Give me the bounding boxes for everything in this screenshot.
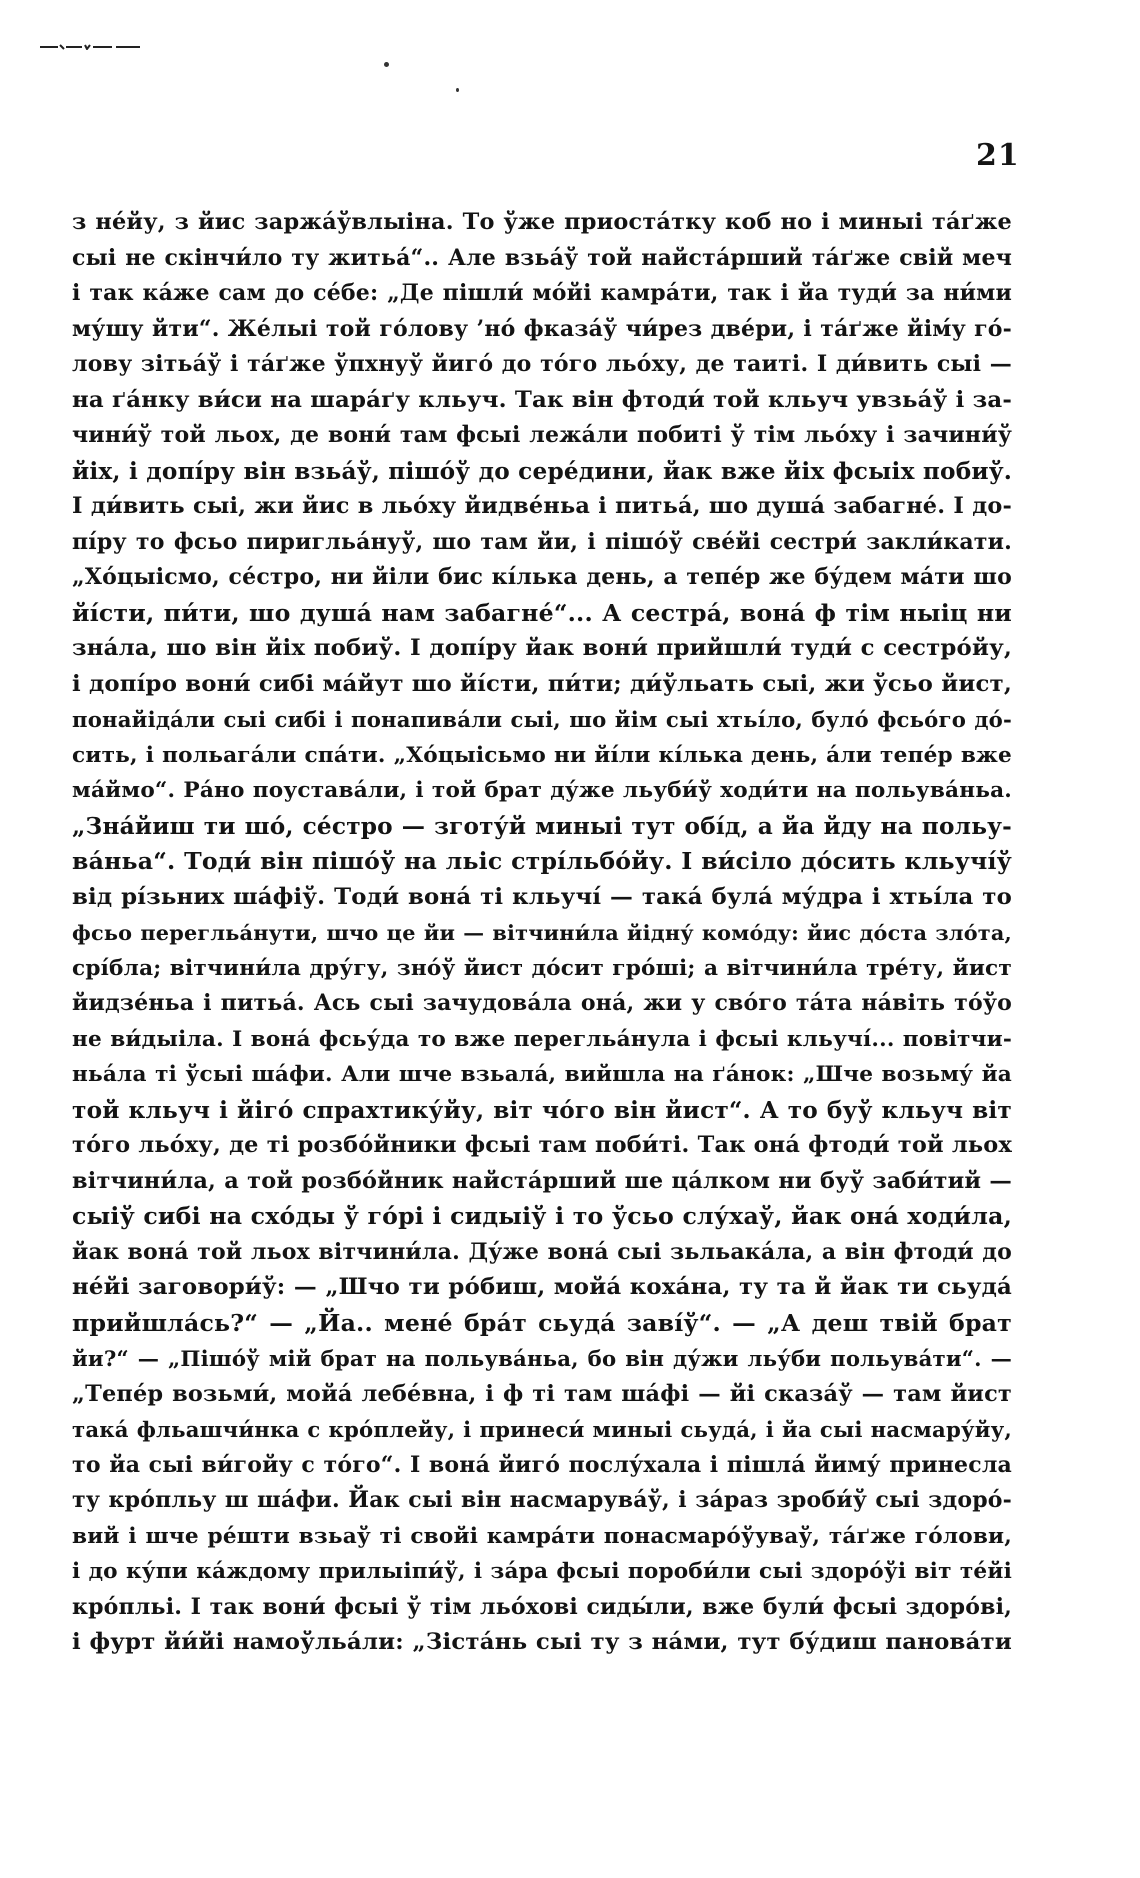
text-line: і так ка́же сам до се́бе: „Де пішли́ мо́йі камра́ти, так і йа туди́ за ни́ми <box>72 280 1012 306</box>
text-line: срі́бла; вітчини́ла дру́гу, зно́ў йист до́сит гро́ші; а вітчини́ла тре́ту, йист <box>72 955 1012 981</box>
text-line: і фурт йи́йі намоўльа́ли: „Зіста́нь сыі ту з на́ми, тут бу́диш панова́ти <box>72 1629 1012 1655</box>
body-text <box>72 205 1012 1661</box>
text-line: сыіў сибі на схо́ды ў го́рі і сидыіў і то ўсьо слу́хаў, йак она́ ходи́ла, <box>72 1202 1012 1230</box>
text-line: то́го льо́ху, де ті розбо́йники фсыі там поби́ті. Так она́ фтоди́ той льох <box>72 1132 1012 1158</box>
text-line: від рі́зьних ша́фіў. Тоди́ вона́ ті кльучі́ — така́ була́ му́дра і хтьі́ла то <box>72 883 1012 910</box>
text-line: кро́пльі. І так вони́ фсыі ў тім льо́хові сиды́ли, вже були́ фсыі здоро́ві, <box>72 1593 1012 1620</box>
text-line: така́ фльашчи́нка с кро́плейу, і принеси́ миныі сьуда́, і йа сыі насмару́йу, <box>72 1417 1012 1442</box>
text-line: то йа сыі ви́гойу с то́го“. І вона́ йиго́ послу́хала і пішла́ йиму́ принесла <box>72 1451 1012 1478</box>
page-number: 21 <box>976 138 1020 173</box>
text-line: йидзе́ньа і питьа́. Ась сыі зачудова́ла она́, жи у сво́го та́та на́віть то́ўо <box>72 990 1012 1016</box>
text-line: ва́ньа“. Тоди́ він пішо́ў на льіс стрі́льбо́йу. І ви́сіло до́сить кльучі́ў <box>72 847 1012 875</box>
text-line: сить, і польага́ли спа́ти. „Хо́цыісьмо ни йі́ли кі́лька день, а́ли тепе́р вже <box>72 742 1012 768</box>
printer-mark-ornament <box>40 44 140 50</box>
text-line: чини́ў той льох, де вони́ там фсыі лежа́ли побиті ў тім льо́ху і зачини́ў <box>72 422 1012 448</box>
text-line: і допі́ро вони́ сибі ма́йут шо йі́сти, пи́ти; ди́ўльать сыі, жи ўсьо йист, <box>72 670 1012 697</box>
text-line: „Зна́йиш ти шо́, се́стро — зготу́й миныі тут обі́д, а йа йду на польу- <box>72 812 1012 840</box>
text-line: пі́ру то фсьо пиригльа́нуў, шо там йи, і пішо́ў све́йі сестри́ закли́кати. <box>72 528 1012 555</box>
text-line: на ґа́нку ви́си на шара́ґу кльуч. Так він фтоди́ той кльуч увзьа́ў і за- <box>72 386 1012 413</box>
text-line: му́шу йти“. Же́лыі той го́лову ’но́ фказа́ў чи́рез две́ри, і та́ґже йім́у го́- <box>72 315 1012 342</box>
text-line: ту кро́пльу ш ша́фи. Йак сыі він насмарува́ў, і за́раз зроби́ў сыі здоро́- <box>72 1487 1012 1513</box>
text-line: не ви́дыіла. І вона́ фсьу́да то вже перегльа́нула і фсыі кльучі́... повітчи- <box>72 1026 1012 1052</box>
text-line: вий і шче ре́шти взьаў ті свойі камра́ти понасмаро́ўуваў, та́ґже го́лови, <box>72 1523 1012 1549</box>
text-line: „Хо́цыісмо, се́стро, ни йіли бис кі́лька день, а тепе́р же бу́дем ма́ти шо <box>72 564 1012 590</box>
text-line: фсьо перегльа́нути, шчо це йи — вітчини́ла йідну́ комо́ду: йис до́ста зло́та, <box>72 920 1012 945</box>
text-line: лову зітьа́ў і та́ґже ўпхнуў йиго́ до то́го льо́ху, де таиті. І ди́вить сыі — <box>72 351 1012 377</box>
text-line: сыі не скінчи́ло ту житьа́“.. Але взьа́ў той найста́рший та́ґже свій меч <box>72 244 1012 271</box>
speck-mark <box>384 62 389 67</box>
text-line: вітчини́ла, а той розбо́йник найста́рший ше ца́лком ни буў заби́тий — <box>72 1167 1012 1194</box>
text-line: і до ку́пи ка́ждому прилыіпи́ў, і за́ра фсыі пороби́ли сыі здоро́ўі віт те́йі <box>72 1559 1012 1584</box>
text-line: ма́ймо“. Ра́но поустава́ли, і той брат ду́же льуби́ў ходи́ти на польува́ньа. <box>72 778 1012 803</box>
text-line: йак вона́ той льох вітчини́ла. Ду́же вона́ сыі зьльака́ла, а він фтоди́ до <box>72 1238 1012 1265</box>
text-line: йіх, і допі́ру він взьа́ў, пішо́ў до сере́дини, йак вже йіх фсыіх побиў. <box>72 457 1012 485</box>
text-line: зна́ла, шо він йіх побиў. І допі́ру йак вони́ прийшли́ туди́ с сестро́йу, <box>72 635 1012 661</box>
text-line: „Тепе́р возьми́, мойа́ лебе́вна, і ф ті там ша́фі — йі сказа́ў — там йист <box>72 1380 1012 1407</box>
text-line: І ди́вить сыі, жи йис в льо́ху йидве́ньа і питьа́, шо душа́ забагне́. І до- <box>72 493 1012 519</box>
text-line: той кльуч і йіго́ спрахтику́йу, віт чо́го він йист“. А то буў кльуч віт <box>72 1096 1012 1124</box>
text-line: ньа́ла ті ўсыі ша́фи. Али шче взьала́, вийшла на ґа́нок: „Шче возьму́ йа <box>72 1062 1012 1087</box>
text-line: прийшла́сь?“ — „Йа.. мене́ бра́т сьуда́ заві́ў“. — „А деш твій брат <box>72 1308 1012 1337</box>
text-line: з не́йу, з йис заржа́ўвлыіна. То ўже приоста́тку коб но і миныі та́ґже <box>72 209 1012 235</box>
speck-mark <box>456 88 459 92</box>
text-line: понайіда́ли сыі сибі і понапива́ли сыі, шо йім сыі хтьі́ло, було́ фсьо́го до́- <box>72 707 1012 732</box>
text-line: йи?“ — „Пішо́ў мій брат на польува́ньа, бо він ду́жи льу́би польува́ти“. — <box>72 1346 1012 1371</box>
text-line: йі́сти, пи́ти, шо душа́ нам забагне́“... А сестра́, вона́ ф тім ныіц ни <box>72 598 1012 627</box>
text-line: не́йі заговори́ў: — „Шчо ти ро́биш, мойа́ коха́на, ту та й йак ти сьуда́ <box>72 1274 1012 1300</box>
